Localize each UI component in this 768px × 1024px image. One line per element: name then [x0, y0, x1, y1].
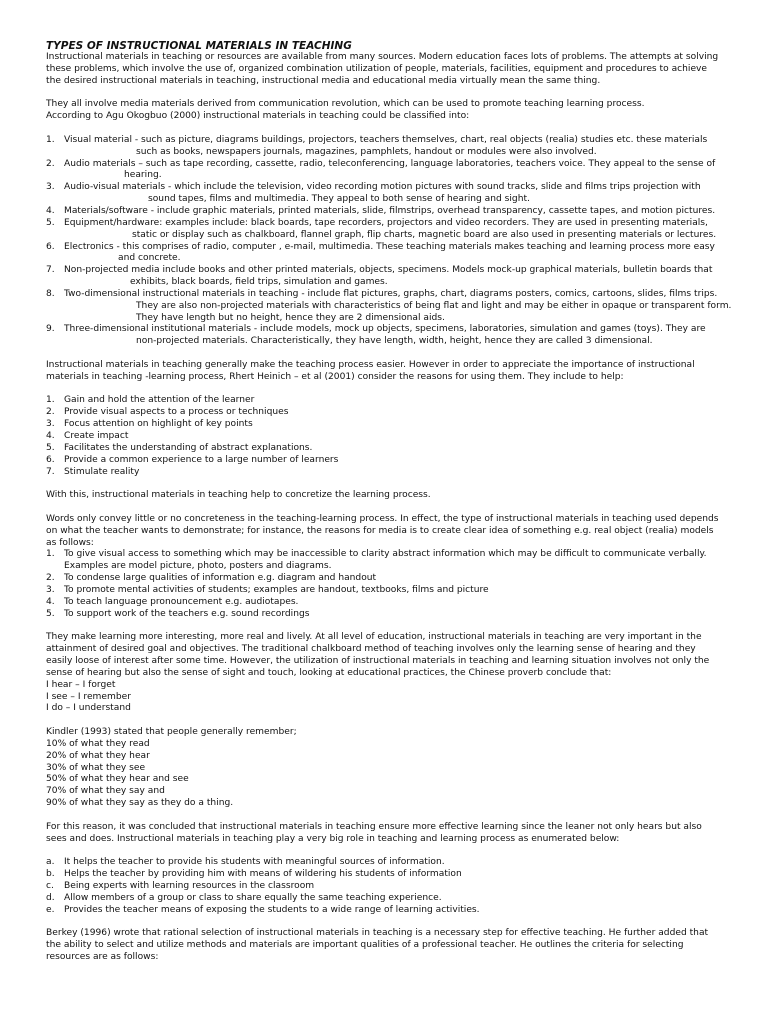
- percentage-line: 90% of what they say as they do a thing.: [46, 798, 234, 809]
- paragraph-line: For this reason, it was concluded that instructional materials in teaching ensure more effective learning since the leaner not only hears but also: [46, 821, 702, 832]
- list-item: 4. Create impact: [46, 431, 129, 441]
- paragraph-line: sees and does. Instructional materials in teaching play a very big role in teaching and learning process as enumerated below:: [46, 833, 620, 844]
- paragraph-line: sense of hearing but also the sense of sight and touch, looking at educational practices, the Chinese proverb conclude that:: [46, 667, 612, 678]
- purposes-list: [46, 549, 732, 620]
- reasons-list: [46, 395, 732, 478]
- list-item: b. Helps the teacher by providing him with means of wildering his students of information: [46, 869, 462, 880]
- document-title: TYPES OF INSTRUCTIONAL MATERIALS IN TEACHING: [46, 40, 352, 52]
- intro-line: these problems, which involve the use of, organized combination utilization of people, materials, facilities, equipment and procedures to achieve: [46, 63, 708, 74]
- roles-list: [46, 857, 732, 916]
- list-item: 2. Provide visual aspects to a process or techniques: [46, 407, 289, 418]
- paragraph-line: as follows:: [46, 537, 94, 548]
- paragraph-line: Kindler (1993) stated that people generally remember;: [46, 727, 297, 738]
- list-item: 6. Provide a common experience to a large number of learners: [46, 454, 339, 465]
- list-item: 3. Focus attention on highlight of key points: [46, 419, 253, 430]
- intro-line: Instructional materials in teaching or resources are available from many sources. Modern education faces lots of problems. The attempts at solving: [46, 52, 719, 62]
- list-item: 5. Facilitates the understanding of abstract explanations.: [46, 442, 313, 453]
- paragraph-line: With this, instructional materials in teaching help to concretize the learning process.: [46, 490, 431, 501]
- paragraph-line: on what the teacher wants to demonstrate; for instance, the reasons for media is to create clear idea of something e.g. real object (realia) models: [46, 525, 714, 536]
- list-item: 7. Non-projected media include books and other printed materials, objects, specimens. Models mock-up graphical materials, bulletin boards that exhibits, black boards, field trips, simulation and games.: [46, 265, 713, 288]
- percentage-line: 70% of what they say and: [46, 786, 165, 797]
- paragraph-line: resources are as follows:: [46, 952, 159, 963]
- list-item: 5. Equipment/hardware: examples include: black boards, tape recorders, projectors and video recorders. They are used in presenting materials, static or display such as chalkboard, flannel graph, flip charts, magnetic board are also used in presenting materials or lectures.: [46, 217, 717, 240]
- paragraph-line: easily loose of interest after some time. However, the utilization of instructional materials in teaching and learning situation involves not only the: [46, 656, 710, 667]
- paragraph-line: attainment of desired goal and objectives. The traditional chalkboard method of teaching involves only the learning sense of hearing and they: [46, 644, 696, 655]
- percentage-line: 50% of what they hear and see: [46, 774, 189, 785]
- proverb-line: I hear – I forget: [46, 679, 116, 690]
- paragraph-line: They make learning more interesting, more real and lively. At all level of education, instructional materials in teaching are very important in the: [46, 632, 702, 643]
- list-item: 8. Two-dimensional instructional materials in teaching - include flat pictures, graphs, chart, diagrams posters, comics, cartoons, slides, films trips. They are also non-projected materials with characteristics of being flat and light and may be either in opaque or transparent form. They have length but no height, hence they are 2 dimensional aids.: [46, 288, 732, 323]
- list-item: 5. To support work of the teachers e.g. sound recordings: [46, 608, 310, 619]
- paragraph-line: Words only convey little or no concreteness in the teaching-learning process. In effect, the type of instructional materials in teaching used depends: [46, 513, 719, 524]
- list-item: 2. To condense large qualities of information e.g. diagram and handout: [46, 573, 377, 584]
- paragraph-line: materials in teaching -learning process, Rhert Heinich – et al (2001) consider the reasons for using them. They include to help:: [46, 371, 624, 382]
- list-item: 7. Stimulate reality: [46, 466, 140, 477]
- paragraph-line: According to Agu Okogbuo (2000) instructional materials in teaching could be classified into:: [46, 111, 470, 122]
- list-item: 4. Materials/software - include graphic materials, printed materials, slide, filmstrips, overhead transparency, cassette tapes, and motion pictures.: [46, 205, 716, 216]
- list-item: 1. Gain and hold the attention of the learner: [46, 395, 255, 406]
- list-item: a. It helps the teacher to provide his students with meaningful sources of information.: [46, 857, 445, 868]
- list-item: c. Being experts with learning resources in the classroom: [46, 881, 315, 892]
- list-item: 9. Three-dimensional institutional materials - include models, mock up objects, specimens, laboratories, simulation and games (toys). They are non-projected materials. Characteristically, they have length, width, height, hence they are called 3 dimensional.: [46, 324, 706, 347]
- paragraph-line: They all involve media materials derived from communication revolution, which can be used to promote teaching learning process.: [46, 99, 645, 110]
- proverb-line: I do – I understand: [46, 703, 131, 714]
- list-item: 4. To teach language pronouncement e.g. audiotapes.: [46, 596, 299, 607]
- list-item: 1. To give visual access to something which may be inaccessible to clarity abstract information which may be difficult to communicate verbally. Examples are model picture, photo, posters and diagrams.: [46, 549, 707, 572]
- list-item: d. Allow members of a group or class to share equally the same teaching experience.: [46, 892, 442, 903]
- percentage-line: 20% of what they hear: [46, 750, 150, 761]
- list-item: 2. Audio materials – such as tape recording, cassette, radio, teleconferencing, language laboratories, teachers voice. They appeal to the sense of hearing.: [46, 158, 716, 181]
- list-item: 3. Audio-visual materials - which include the television, video recording motion pictures with sound tracks, slide and films trips projection with sound tapes, films and multimedia. They appeal to both sense of hearing and sight.: [46, 182, 701, 205]
- classification-list: [46, 135, 732, 348]
- paragraph-line: Berkey (1996) wrote that rational selection of instructional materials in teaching is a necessary step for effective teaching. He further added that: [46, 928, 709, 939]
- paragraph-line: Instructional materials in teaching generally make the teaching process easier. However in order to appreciate the importance of instructional: [46, 359, 695, 370]
- list-item: 3. To promote mental activities of students; examples are handout, textbooks, films and picture: [46, 584, 489, 595]
- paragraph-line: the ability to select and utilize methods and materials are important qualities of a professional teacher. He outlines the criteria for selecting: [46, 940, 684, 951]
- list-item: 1. Visual material - such as picture, diagrams buildings, projectors, teachers themselves, chart, real objects (realia) studies etc. these materials such as books, newspapers journals, magazines, pamphlets, handout or modules were also involved.: [46, 134, 708, 157]
- percentage-line: 10% of what they read: [46, 738, 150, 749]
- list-item: 6. Electronics - this comprises of radio, computer , e-mail, multimedia. These teaching materials makes teaching and learning process more easy and concrete.: [46, 241, 715, 264]
- percentage-line: 30% of what they see: [46, 762, 146, 773]
- list-item: e. Provides the teacher means of exposing the students to a wide range of learning activities.: [46, 904, 480, 915]
- proverb-line: I see – I remember: [46, 691, 131, 702]
- intro-line: the desired instructional materials in teaching, instructional media and educational media virtually mean the same thing.: [46, 75, 601, 86]
